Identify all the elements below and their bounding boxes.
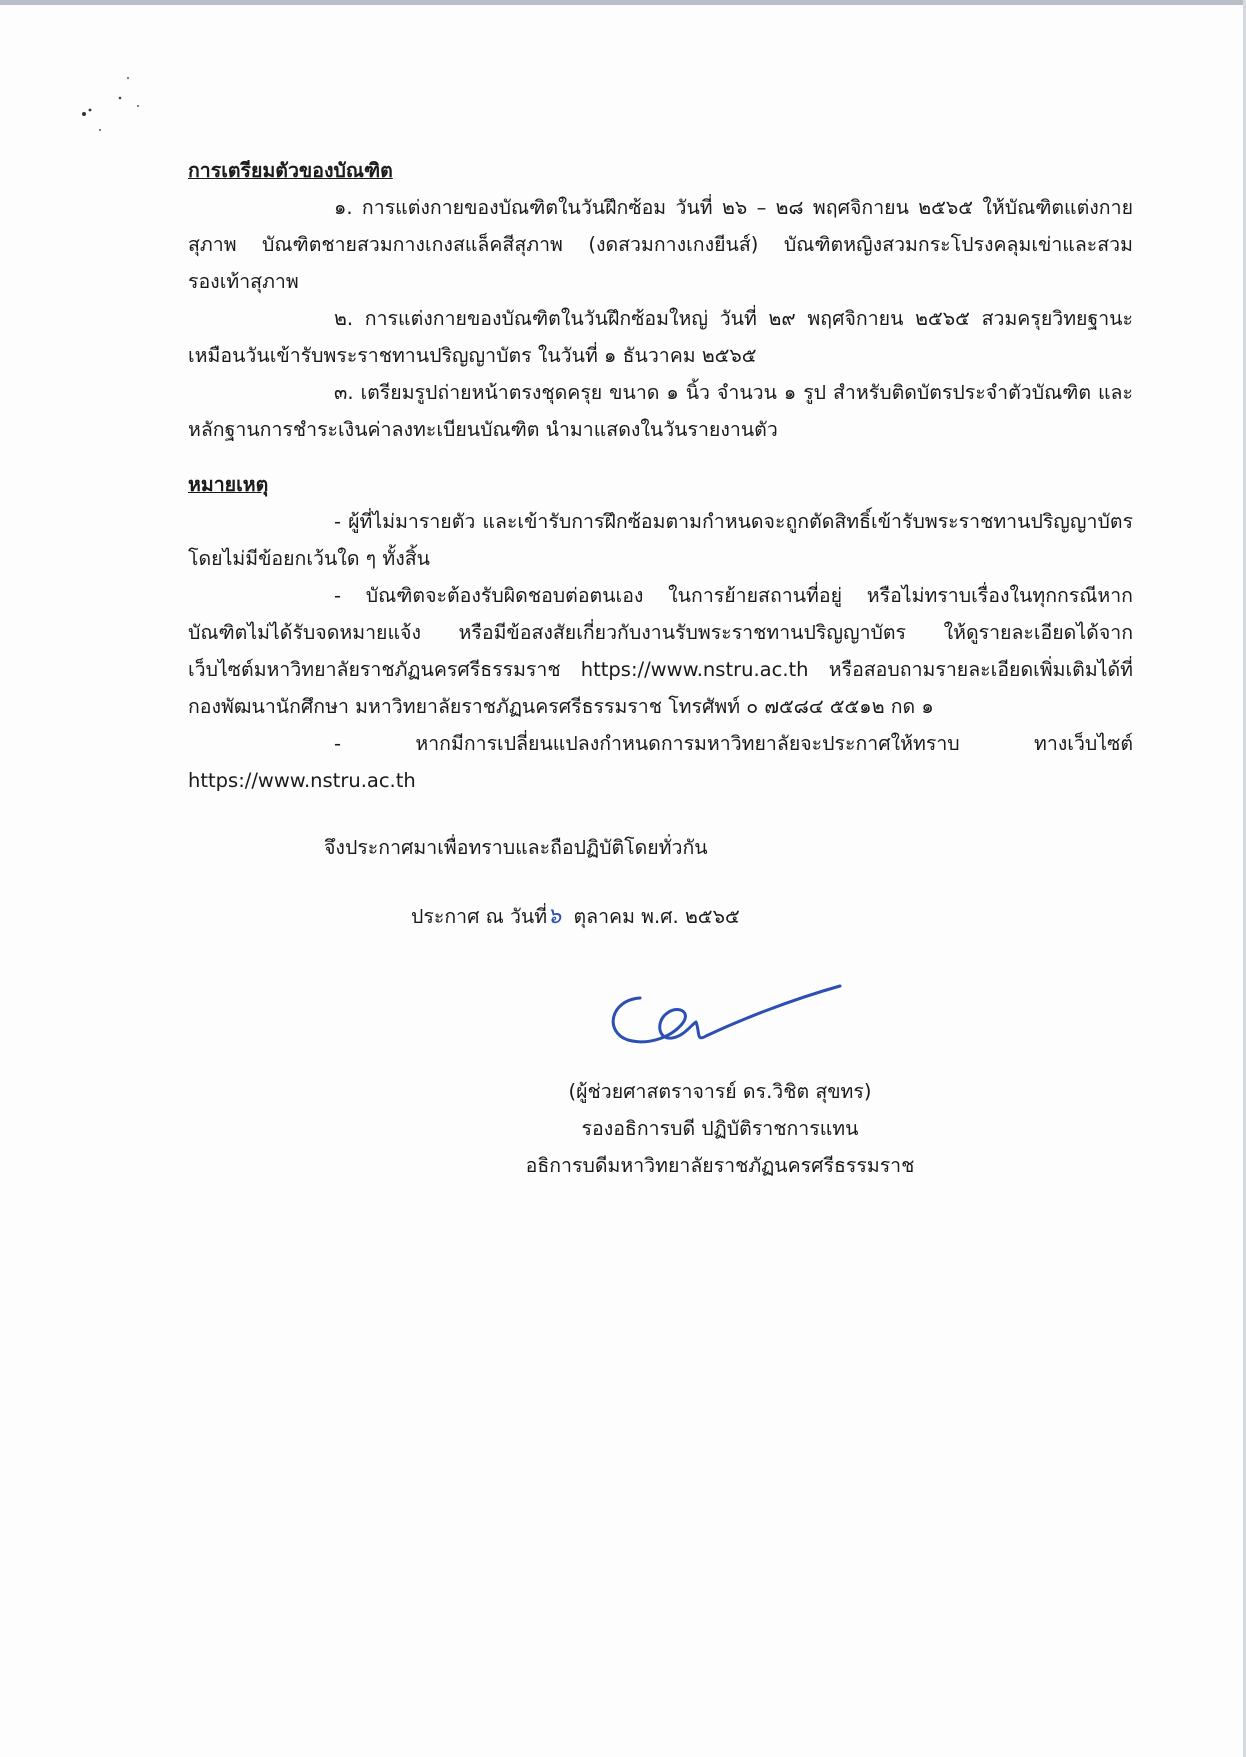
date-suffix: ตุลาคม พ.ศ. ๒๕๖๕ xyxy=(573,905,740,928)
signatory-name: (ผู้ช่วยศาสตราจารย์ ดร.วิชิต สุขทร) xyxy=(568,1080,872,1103)
signatory-block xyxy=(500,1073,940,1184)
note-item-3: - หากมีการเปลี่ยนแปลงกำหนดการมหาวิทยาลัยจะประกาศให้ทราบ ทางเว็บไซต์ https://www.nstru.ac.th xyxy=(188,732,1133,792)
scan-edge-top xyxy=(0,0,1246,5)
signatory-position-2: อธิการบดีมหาวิทยาลัยราชภัฏนครศรีธรรมราช xyxy=(525,1154,915,1177)
date-prefix: ประกาศ ณ วันที่ xyxy=(411,905,548,928)
preparation-item-1: ๑. การแต่งกายของบัณฑิตในวันฝึกซ้อม วันที่ ๒๖ – ๒๘ พฤศจิกายน ๒๕๖๕ ให้บัณฑิตแต่งกายสุภาพ บัณฑิตชายสวมกางเกงสแล็คสีสุภาพ (งดสวมกางเกงยีนส์) บัณฑิตหญิงสวมกระโปรงคลุมเข่าและสวมรองเท้าสุภาพ xyxy=(188,196,1133,293)
announcement-date xyxy=(411,898,1111,933)
preparation-item-3: ๓. เตรียมรูปถ่ายหน้าตรงชุดครุย ขนาด ๑ นิ้ว จำนวน ๑ รูป สำหรับติดบัตรประจำตัวบัณฑิต และหลักฐานการชำระเงินค่าลงทะเบียนบัณฑิต นำมาแสดงในวันรายงานตัว xyxy=(188,381,1133,441)
note-item-2: - บัณฑิตจะต้องรับผิดชอบต่อตนเอง ในการย้ายสถานที่อยู่ หรือไม่ทราบเรื่องในทุกกรณีหากบัณฑิตไม่ได้รับจดหมายแจ้ง หรือมีข้อสงสัยเกี่ยวกับงานรับพระราชทานปริญญาบัตร ให้ดูรายละเอียดได้จากเว็บไซต์มหาวิทยาลัยราชภัฏนครศรีธรรมราช https://www.nstru.ac.th หรือสอบถามรายละเอียดเพิ่มเติมได้ที่ กองพัฒนานักศึกษา มหาวิทยาลัยราชภัฏนครศรีธรรมราช โทรศัพท์ ๐ ๗๕๘๔ ๕๕๑๒ กด ๑ xyxy=(188,584,1133,718)
handwritten-signature xyxy=(600,980,850,1060)
date-day: ๖ xyxy=(547,904,562,929)
scan-specks xyxy=(78,76,158,146)
signatory-position-1: รองอธิการบดี ปฏิบัติราชการแทน xyxy=(581,1117,859,1140)
document-body xyxy=(188,152,1133,799)
notes-heading: หมายเหตุ xyxy=(188,473,269,496)
closing-statement: จึงประกาศมาเพื่อทราบและถือปฏิบัติโดยทั่วกัน xyxy=(324,836,708,859)
note-item-1: - ผู้ที่ไม่มารายตัว และเข้ารับการฝึกซ้อมตามกำหนดจะถูกตัดสิทธิ์เข้ารับพระราชทานปริญญาบัตร โดยไม่มีข้อยกเว้นใด ๆ ทั้งสิ้น xyxy=(188,510,1133,570)
preparation-item-2: ๒. การแต่งกายของบัณฑิตในวันฝึกซ้อมใหญ่ วันที่ ๒๙ พฤศจิกายน ๒๕๖๕ สวมครุยวิทยฐานะ เหมือนวันเข้ารับพระราชทานปริญญาบัตร ในวันที่ ๑ ธันวาคม ๒๕๖๕ xyxy=(188,307,1133,367)
preparation-heading: การเตรียมตัวของบัณฑิต xyxy=(188,159,393,182)
